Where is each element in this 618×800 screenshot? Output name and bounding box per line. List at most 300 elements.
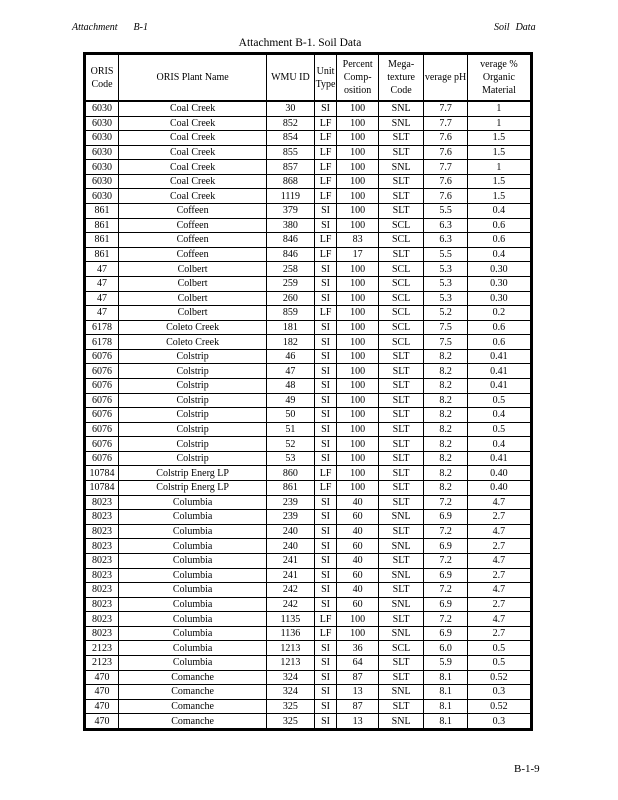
megatexture-code-cell: SLT bbox=[378, 495, 424, 510]
table-row bbox=[86, 553, 531, 568]
plant-name-cell: Columbia bbox=[119, 655, 267, 670]
megatexture-code-cell: SLT bbox=[378, 466, 424, 481]
plant-name-cell: Coal Creek bbox=[119, 116, 267, 131]
megatexture-code-cell: SCL bbox=[378, 335, 424, 350]
plant-name-cell: Coal Creek bbox=[119, 145, 267, 160]
table-row bbox=[86, 349, 531, 364]
unit-type-cell: SI bbox=[314, 262, 337, 277]
wmu-id-cell: 52 bbox=[267, 437, 315, 452]
table-row bbox=[86, 262, 531, 277]
table-row bbox=[86, 626, 531, 641]
oris-code-cell: 470 bbox=[86, 685, 119, 700]
column-header-wmu-id: WMU ID bbox=[267, 55, 315, 102]
oris-code-cell: 861 bbox=[86, 247, 119, 262]
organic-material-cell: 0.5 bbox=[467, 641, 530, 656]
table-row bbox=[86, 422, 531, 437]
header-attachment-label: Attachment bbox=[72, 22, 118, 33]
megatexture-code-cell: SCL bbox=[378, 233, 424, 248]
organic-material-cell: 0.4 bbox=[467, 247, 530, 262]
organic-material-cell: 1 bbox=[467, 101, 530, 116]
organic-material-cell: 0.30 bbox=[467, 276, 530, 291]
average-ph-cell: 6.9 bbox=[424, 510, 467, 525]
average-ph-cell: 6.9 bbox=[424, 539, 467, 554]
table-row bbox=[86, 670, 531, 685]
average-ph-cell: 8.2 bbox=[424, 481, 467, 496]
table-body bbox=[86, 101, 531, 728]
unit-type-cell: SI bbox=[314, 495, 337, 510]
unit-type-cell: SI bbox=[314, 378, 337, 393]
oris-code-cell: 47 bbox=[86, 306, 119, 321]
header-attachment-code: B-1 bbox=[133, 22, 148, 33]
percent-composition-cell: 13 bbox=[337, 714, 378, 729]
unit-type-cell: SI bbox=[314, 422, 337, 437]
megatexture-code-cell: SCL bbox=[378, 218, 424, 233]
megatexture-code-cell: SCL bbox=[378, 276, 424, 291]
average-ph-cell: 7.5 bbox=[424, 320, 467, 335]
plant-name-cell: Colbert bbox=[119, 276, 267, 291]
table-row bbox=[86, 204, 531, 219]
megatexture-code-cell: SLT bbox=[378, 204, 424, 219]
megatexture-code-cell: SLT bbox=[378, 422, 424, 437]
plant-name-cell: Colbert bbox=[119, 306, 267, 321]
percent-composition-cell: 100 bbox=[337, 276, 378, 291]
average-ph-cell: 7.2 bbox=[424, 524, 467, 539]
wmu-id-cell: 1213 bbox=[267, 655, 315, 670]
unit-type-cell: SI bbox=[314, 641, 337, 656]
megatexture-code-cell: SLT bbox=[378, 699, 424, 714]
table-row bbox=[86, 335, 531, 350]
megatexture-code-cell: SLT bbox=[378, 583, 424, 598]
organic-material-cell: 4.7 bbox=[467, 495, 530, 510]
percent-composition-cell: 100 bbox=[337, 349, 378, 364]
plant-name-cell: Comanche bbox=[119, 685, 267, 700]
oris-code-cell: 6030 bbox=[86, 145, 119, 160]
plant-name-cell: Colstrip Energ LP bbox=[119, 466, 267, 481]
percent-composition-cell: 13 bbox=[337, 685, 378, 700]
document-title: Attachment B-1. Soil Data bbox=[238, 37, 362, 49]
megatexture-code-cell: SNL bbox=[378, 597, 424, 612]
average-ph-cell: 6.9 bbox=[424, 626, 467, 641]
table-row bbox=[86, 466, 531, 481]
wmu-id-cell: 868 bbox=[267, 174, 315, 189]
megatexture-code-cell: SLT bbox=[378, 655, 424, 670]
table-row bbox=[86, 320, 531, 335]
average-ph-cell: 5.5 bbox=[424, 247, 467, 262]
wmu-id-cell: 854 bbox=[267, 131, 315, 146]
wmu-id-cell: 1213 bbox=[267, 641, 315, 656]
percent-composition-cell: 100 bbox=[337, 364, 378, 379]
wmu-id-cell: 379 bbox=[267, 204, 315, 219]
plant-name-cell: Coal Creek bbox=[119, 174, 267, 189]
table-header-row bbox=[86, 55, 531, 102]
unit-type-cell: SI bbox=[314, 408, 337, 423]
table-row bbox=[86, 218, 531, 233]
page-number: B-1-9 bbox=[514, 763, 540, 775]
unit-type-cell: SI bbox=[314, 451, 337, 466]
wmu-id-cell: 182 bbox=[267, 335, 315, 350]
wmu-id-cell: 240 bbox=[267, 524, 315, 539]
megatexture-code-cell: SLT bbox=[378, 189, 424, 204]
oris-code-cell: 8023 bbox=[86, 568, 119, 583]
soil-data-table-frame bbox=[83, 52, 533, 731]
unit-type-cell: LF bbox=[314, 174, 337, 189]
wmu-id-cell: 325 bbox=[267, 714, 315, 729]
percent-composition-cell: 100 bbox=[337, 393, 378, 408]
oris-code-cell: 6076 bbox=[86, 364, 119, 379]
table-row bbox=[86, 451, 531, 466]
wmu-id-cell: 53 bbox=[267, 451, 315, 466]
megatexture-code-cell: SNL bbox=[378, 626, 424, 641]
organic-material-cell: 0.6 bbox=[467, 320, 530, 335]
average-ph-cell: 5.2 bbox=[424, 306, 467, 321]
plant-name-cell: Colstrip bbox=[119, 349, 267, 364]
unit-type-cell: SI bbox=[314, 699, 337, 714]
megatexture-code-cell: SLT bbox=[378, 670, 424, 685]
plant-name-cell: Comanche bbox=[119, 670, 267, 685]
organic-material-cell: 1.5 bbox=[467, 131, 530, 146]
wmu-id-cell: 181 bbox=[267, 320, 315, 335]
wmu-id-cell: 241 bbox=[267, 568, 315, 583]
plant-name-cell: Colstrip bbox=[119, 408, 267, 423]
percent-composition-cell: 60 bbox=[337, 510, 378, 525]
megatexture-code-cell: SLT bbox=[378, 408, 424, 423]
oris-code-cell: 8023 bbox=[86, 597, 119, 612]
megatexture-code-cell: SLT bbox=[378, 451, 424, 466]
table-row bbox=[86, 131, 531, 146]
percent-composition-cell: 100 bbox=[337, 451, 378, 466]
organic-material-cell: 2.7 bbox=[467, 510, 530, 525]
unit-type-cell: SI bbox=[314, 218, 337, 233]
oris-code-cell: 6030 bbox=[86, 116, 119, 131]
table-row bbox=[86, 145, 531, 160]
percent-composition-cell: 87 bbox=[337, 699, 378, 714]
oris-code-cell: 861 bbox=[86, 218, 119, 233]
table-row bbox=[86, 641, 531, 656]
unit-type-cell: SI bbox=[314, 583, 337, 598]
table-header bbox=[86, 55, 531, 102]
plant-name-cell: Columbia bbox=[119, 597, 267, 612]
wmu-id-cell: 239 bbox=[267, 495, 315, 510]
unit-type-cell: SI bbox=[314, 510, 337, 525]
average-ph-cell: 8.2 bbox=[424, 349, 467, 364]
oris-code-cell: 10784 bbox=[86, 466, 119, 481]
plant-name-cell: Coffeen bbox=[119, 247, 267, 262]
oris-code-cell: 10784 bbox=[86, 481, 119, 496]
organic-material-cell: 0.52 bbox=[467, 699, 530, 714]
unit-type-cell: LF bbox=[314, 116, 337, 131]
percent-composition-cell: 100 bbox=[337, 204, 378, 219]
unit-type-cell: SI bbox=[314, 364, 337, 379]
oris-code-cell: 6030 bbox=[86, 101, 119, 116]
percent-composition-cell: 17 bbox=[337, 247, 378, 262]
megatexture-code-cell: SLT bbox=[378, 437, 424, 452]
average-ph-cell: 8.1 bbox=[424, 699, 467, 714]
column-header-plant-name: ORIS Plant Name bbox=[119, 55, 267, 102]
table-row bbox=[86, 189, 531, 204]
wmu-id-cell: 324 bbox=[267, 670, 315, 685]
average-ph-cell: 6.9 bbox=[424, 597, 467, 612]
organic-material-cell: 0.30 bbox=[467, 262, 530, 277]
plant-name-cell: Columbia bbox=[119, 641, 267, 656]
megatexture-code-cell: SLT bbox=[378, 378, 424, 393]
average-ph-cell: 6.3 bbox=[424, 218, 467, 233]
percent-composition-cell: 100 bbox=[337, 335, 378, 350]
average-ph-cell: 8.2 bbox=[424, 393, 467, 408]
average-ph-cell: 8.2 bbox=[424, 364, 467, 379]
megatexture-code-cell: SLT bbox=[378, 174, 424, 189]
average-ph-cell: 8.2 bbox=[424, 408, 467, 423]
average-ph-cell: 5.9 bbox=[424, 655, 467, 670]
percent-composition-cell: 100 bbox=[337, 378, 378, 393]
unit-type-cell: SI bbox=[314, 655, 337, 670]
megatexture-code-cell: SNL bbox=[378, 101, 424, 116]
plant-name-cell: Colstrip bbox=[119, 422, 267, 437]
organic-material-cell: 0.40 bbox=[467, 481, 530, 496]
plant-name-cell: Colstrip bbox=[119, 437, 267, 452]
wmu-id-cell: 51 bbox=[267, 422, 315, 437]
unit-type-cell: LF bbox=[314, 233, 337, 248]
oris-code-cell: 8023 bbox=[86, 583, 119, 598]
average-ph-cell: 7.2 bbox=[424, 495, 467, 510]
megatexture-code-cell: SNL bbox=[378, 116, 424, 131]
organic-material-cell: 0.5 bbox=[467, 655, 530, 670]
oris-code-cell: 6178 bbox=[86, 320, 119, 335]
megatexture-code-cell: SNL bbox=[378, 568, 424, 583]
average-ph-cell: 7.6 bbox=[424, 189, 467, 204]
oris-code-cell: 6076 bbox=[86, 408, 119, 423]
table-row bbox=[86, 597, 531, 612]
percent-composition-cell: 60 bbox=[337, 568, 378, 583]
table-row bbox=[86, 116, 531, 131]
oris-code-cell: 8023 bbox=[86, 495, 119, 510]
megatexture-code-cell: SCL bbox=[378, 262, 424, 277]
wmu-id-cell: 325 bbox=[267, 699, 315, 714]
soil-data-table bbox=[85, 54, 531, 729]
percent-composition-cell: 100 bbox=[337, 101, 378, 116]
megatexture-code-cell: SLT bbox=[378, 524, 424, 539]
unit-type-cell: SI bbox=[314, 568, 337, 583]
table-row bbox=[86, 714, 531, 729]
megatexture-code-cell: SNL bbox=[378, 685, 424, 700]
oris-code-cell: 6076 bbox=[86, 378, 119, 393]
wmu-id-cell: 855 bbox=[267, 145, 315, 160]
average-ph-cell: 5.5 bbox=[424, 204, 467, 219]
plant-name-cell: Coal Creek bbox=[119, 131, 267, 146]
plant-name-cell: Colbert bbox=[119, 262, 267, 277]
unit-type-cell: SI bbox=[314, 204, 337, 219]
average-ph-cell: 7.2 bbox=[424, 612, 467, 627]
wmu-id-cell: 1136 bbox=[267, 626, 315, 641]
unit-type-cell: SI bbox=[314, 714, 337, 729]
plant-name-cell: Coleto Creek bbox=[119, 335, 267, 350]
organic-material-cell: 0.40 bbox=[467, 466, 530, 481]
table-row bbox=[86, 495, 531, 510]
wmu-id-cell: 258 bbox=[267, 262, 315, 277]
average-ph-cell: 7.7 bbox=[424, 116, 467, 131]
average-ph-cell: 8.2 bbox=[424, 422, 467, 437]
plant-name-cell: Colstrip Energ LP bbox=[119, 481, 267, 496]
percent-composition-cell: 100 bbox=[337, 131, 378, 146]
percent-composition-cell: 100 bbox=[337, 437, 378, 452]
organic-material-cell: 0.41 bbox=[467, 364, 530, 379]
plant-name-cell: Coffeen bbox=[119, 233, 267, 248]
oris-code-cell: 6076 bbox=[86, 349, 119, 364]
percent-composition-cell: 40 bbox=[337, 495, 378, 510]
plant-name-cell: Columbia bbox=[119, 524, 267, 539]
oris-code-cell: 6030 bbox=[86, 131, 119, 146]
unit-type-cell: SI bbox=[314, 597, 337, 612]
unit-type-cell: SI bbox=[314, 320, 337, 335]
megatexture-code-cell: SLT bbox=[378, 612, 424, 627]
header-data-word: Data bbox=[515, 22, 536, 33]
table-row bbox=[86, 101, 531, 116]
percent-composition-cell: 100 bbox=[337, 481, 378, 496]
percent-composition-cell: 100 bbox=[337, 189, 378, 204]
average-ph-cell: 7.6 bbox=[424, 145, 467, 160]
oris-code-cell: 47 bbox=[86, 262, 119, 277]
unit-type-cell: LF bbox=[314, 466, 337, 481]
plant-name-cell: Coal Creek bbox=[119, 189, 267, 204]
organic-material-cell: 4.7 bbox=[467, 553, 530, 568]
organic-material-cell: 2.7 bbox=[467, 568, 530, 583]
average-ph-cell: 6.9 bbox=[424, 568, 467, 583]
percent-composition-cell: 83 bbox=[337, 233, 378, 248]
organic-material-cell: 0.6 bbox=[467, 233, 530, 248]
oris-code-cell: 47 bbox=[86, 291, 119, 306]
percent-composition-cell: 100 bbox=[337, 218, 378, 233]
organic-material-cell: 0.41 bbox=[467, 378, 530, 393]
percent-composition-cell: 87 bbox=[337, 670, 378, 685]
unit-type-cell: SI bbox=[314, 276, 337, 291]
percent-composition-cell: 36 bbox=[337, 641, 378, 656]
table-row bbox=[86, 481, 531, 496]
plant-name-cell: Coal Creek bbox=[119, 160, 267, 175]
plant-name-cell: Columbia bbox=[119, 510, 267, 525]
unit-type-cell: LF bbox=[314, 189, 337, 204]
wmu-id-cell: 852 bbox=[267, 116, 315, 131]
unit-type-cell: LF bbox=[314, 160, 337, 175]
average-ph-cell: 8.2 bbox=[424, 437, 467, 452]
table-row bbox=[86, 583, 531, 598]
table-row bbox=[86, 174, 531, 189]
plant-name-cell: Colstrip bbox=[119, 393, 267, 408]
megatexture-code-cell: SLT bbox=[378, 553, 424, 568]
plant-name-cell: Colstrip bbox=[119, 364, 267, 379]
unit-type-cell: LF bbox=[314, 481, 337, 496]
oris-code-cell: 8023 bbox=[86, 510, 119, 525]
plant-name-cell: Columbia bbox=[119, 553, 267, 568]
unit-type-cell: SI bbox=[314, 553, 337, 568]
plant-name-cell: Columbia bbox=[119, 583, 267, 598]
table-row bbox=[86, 655, 531, 670]
organic-material-cell: 0.41 bbox=[467, 451, 530, 466]
percent-composition-cell: 100 bbox=[337, 116, 378, 131]
oris-code-cell: 2123 bbox=[86, 655, 119, 670]
plant-name-cell: Comanche bbox=[119, 714, 267, 729]
average-ph-cell: 8.1 bbox=[424, 670, 467, 685]
oris-code-cell: 470 bbox=[86, 670, 119, 685]
organic-material-cell: 0.5 bbox=[467, 422, 530, 437]
organic-material-cell: 0.6 bbox=[467, 335, 530, 350]
organic-material-cell: 0.3 bbox=[467, 714, 530, 729]
average-ph-cell: 7.6 bbox=[424, 131, 467, 146]
megatexture-code-cell: SCL bbox=[378, 291, 424, 306]
megatexture-code-cell: SCL bbox=[378, 641, 424, 656]
average-ph-cell: 6.0 bbox=[424, 641, 467, 656]
megatexture-code-cell: SNL bbox=[378, 714, 424, 729]
plant-name-cell: Colbert bbox=[119, 291, 267, 306]
percent-composition-cell: 60 bbox=[337, 597, 378, 612]
average-ph-cell: 7.5 bbox=[424, 335, 467, 350]
wmu-id-cell: 260 bbox=[267, 291, 315, 306]
column-header-unit-type: Unit Type bbox=[314, 55, 337, 102]
plant-name-cell: Columbia bbox=[119, 495, 267, 510]
table-row bbox=[86, 685, 531, 700]
oris-code-cell: 861 bbox=[86, 233, 119, 248]
percent-composition-cell: 100 bbox=[337, 306, 378, 321]
plant-name-cell: Comanche bbox=[119, 699, 267, 714]
megatexture-code-cell: SCL bbox=[378, 320, 424, 335]
wmu-id-cell: 46 bbox=[267, 349, 315, 364]
percent-composition-cell: 40 bbox=[337, 553, 378, 568]
oris-code-cell: 6030 bbox=[86, 189, 119, 204]
organic-material-cell: 0.2 bbox=[467, 306, 530, 321]
table-row bbox=[86, 378, 531, 393]
wmu-id-cell: 860 bbox=[267, 466, 315, 481]
unit-type-cell: SI bbox=[314, 349, 337, 364]
average-ph-cell: 6.3 bbox=[424, 233, 467, 248]
wmu-id-cell: 846 bbox=[267, 247, 315, 262]
unit-type-cell: SI bbox=[314, 437, 337, 452]
megatexture-code-cell: SCL bbox=[378, 306, 424, 321]
wmu-id-cell: 242 bbox=[267, 583, 315, 598]
average-ph-cell: 7.7 bbox=[424, 101, 467, 116]
oris-code-cell: 6030 bbox=[86, 160, 119, 175]
organic-material-cell: 1 bbox=[467, 116, 530, 131]
column-header-megatexture-code: Mega- texture Code bbox=[378, 55, 424, 102]
organic-material-cell: 0.6 bbox=[467, 218, 530, 233]
wmu-id-cell: 861 bbox=[267, 481, 315, 496]
unit-type-cell: SI bbox=[314, 335, 337, 350]
wmu-id-cell: 857 bbox=[267, 160, 315, 175]
oris-code-cell: 6076 bbox=[86, 422, 119, 437]
oris-code-cell: 470 bbox=[86, 699, 119, 714]
plant-name-cell: Colstrip bbox=[119, 378, 267, 393]
megatexture-code-cell: SNL bbox=[378, 160, 424, 175]
organic-material-cell: 4.7 bbox=[467, 583, 530, 598]
table-row bbox=[86, 699, 531, 714]
column-header-organic-material: verage % Organic Material bbox=[467, 55, 530, 102]
running-header-left bbox=[72, 22, 164, 33]
average-ph-cell: 8.1 bbox=[424, 685, 467, 700]
plant-name-cell: Columbia bbox=[119, 568, 267, 583]
wmu-id-cell: 48 bbox=[267, 378, 315, 393]
unit-type-cell: LF bbox=[314, 612, 337, 627]
table-row bbox=[86, 291, 531, 306]
megatexture-code-cell: SLT bbox=[378, 364, 424, 379]
table-row bbox=[86, 393, 531, 408]
percent-composition-cell: 40 bbox=[337, 583, 378, 598]
wmu-id-cell: 846 bbox=[267, 233, 315, 248]
unit-type-cell: LF bbox=[314, 247, 337, 262]
organic-material-cell: 2.7 bbox=[467, 626, 530, 641]
organic-material-cell: 4.7 bbox=[467, 612, 530, 627]
unit-type-cell: SI bbox=[314, 670, 337, 685]
organic-material-cell: 0.52 bbox=[467, 670, 530, 685]
unit-type-cell: SI bbox=[314, 393, 337, 408]
megatexture-code-cell: SLT bbox=[378, 145, 424, 160]
unit-type-cell: SI bbox=[314, 685, 337, 700]
